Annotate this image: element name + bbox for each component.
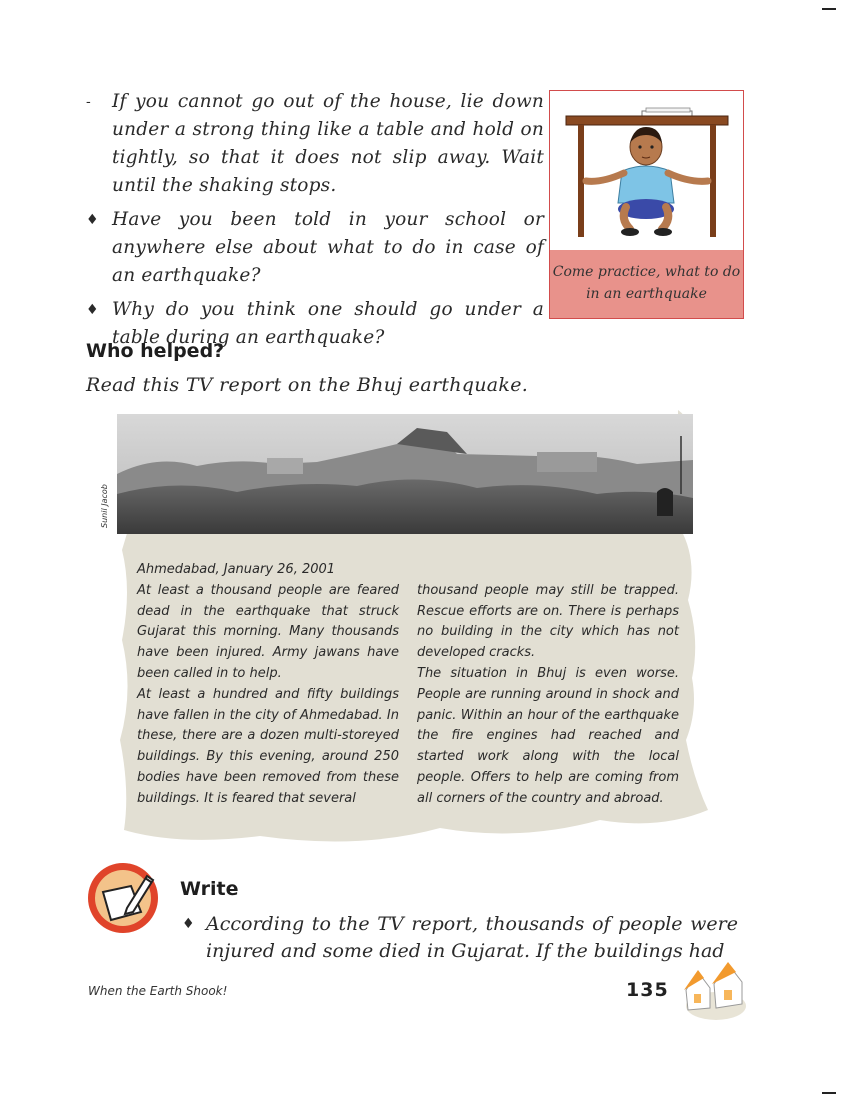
write-question-text: According to the TV report, thousands of people were injured and some died in Gujarat. If the buildings had: [206, 913, 738, 962]
list-item-text: Why do you think one should go under a table during an earthquake?: [112, 299, 544, 348]
photo-credit: Sunil Jacob: [100, 484, 109, 528]
write-heading: Write: [180, 878, 239, 900]
dash-marker: -: [86, 94, 91, 110]
pencil-notebook-icon: [87, 862, 159, 934]
report-paragraph: thousand people may still be trapped. Rescue efforts are on. There is perhaps no building in the city which has not developed cracks.: [417, 582, 679, 661]
earthquake-rubble-photo: [117, 414, 693, 534]
intro-text: Read this TV report on the Bhuj earthquake.: [86, 374, 529, 396]
tv-report: [137, 560, 685, 810]
write-question: [182, 911, 738, 965]
illustration-caption: Come practice, what to do in an earthquake: [550, 250, 743, 318]
report-paragraph: At least a thousand people are feared dead in the earthquake that struck Gujarat this morning. Many thousands have been injured. Army jawans have been called in to help.: [137, 582, 399, 681]
list-item: [84, 206, 544, 290]
instruction-list: [84, 88, 544, 358]
report-column-right: [417, 581, 679, 810]
diamond-bullet-icon: ♦: [182, 916, 195, 932]
report-column-left: [137, 581, 399, 810]
list-item: [84, 88, 544, 200]
report-paragraph: The situation in Bhuj is even worse. People are running around in shock and panic. Within an hour of the earthquake the fire engines had reached and started work along with the local people. Offers to help are coming from all corners of the country and abroad.: [417, 665, 679, 806]
crop-mark-bottom-right: [822, 1092, 836, 1094]
list-item-text: Have you been told in your school or anywhere else about what to do in case of an earthquake?: [112, 209, 544, 286]
chapter-title: When the Earth Shook!: [88, 984, 228, 998]
illustration-box: [549, 90, 744, 319]
houses-icon: [680, 960, 746, 1022]
boy-under-table-illustration: [550, 91, 742, 251]
report-dateline: Ahmedabad, January 26, 2001: [137, 562, 336, 577]
report-paragraph: At least a hundred and fifty buildings have fallen in the city of Ahmedabad. In these, there are a dozen multi-storeyed buildings. By this evening, around 250 bodies have been removed from these buildings. It is feared that several: [137, 686, 399, 806]
diamond-bullet-icon: ♦: [86, 212, 99, 228]
crop-mark-top-right: [822, 8, 836, 10]
section-heading: Who helped?: [86, 340, 225, 362]
diamond-bullet-icon: ♦: [86, 302, 99, 318]
page-number: 135: [626, 979, 669, 1001]
list-item-text: If you cannot go out of the house, lie down under a strong thing like a table and hold on tightly, so that it does not slip away. Wait until the shaking stops.: [112, 91, 544, 196]
